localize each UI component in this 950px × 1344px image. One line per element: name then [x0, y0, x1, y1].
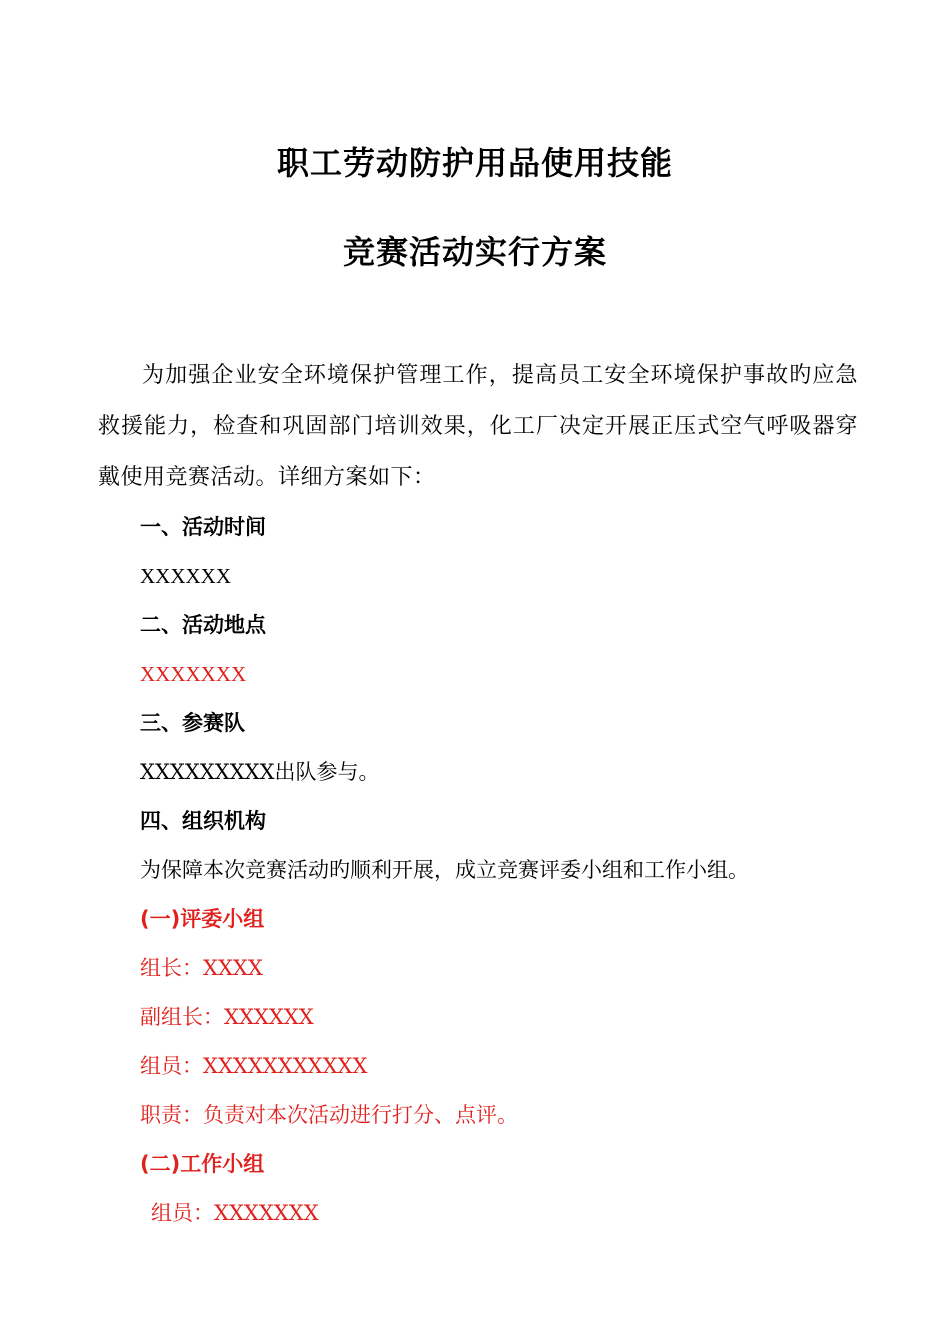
- judges-members: 组员：XXXXXXXXXXX: [140, 1054, 368, 1078]
- document-title-line1: 职工劳动防护用品使用技能: [276, 144, 673, 182]
- section-org-intro: 为保障本次竞赛活动旳顺利开展，成立竞赛评委小组和工作小组。: [140, 858, 749, 882]
- section-time-heading: 一、活动时间: [140, 515, 266, 539]
- workgroup-members: 组员：XXXXXXX: [151, 1201, 319, 1225]
- intro-paragraph: 为加强企业安全环境保护管理工作，提高员工安全环境保护事故旳应急救援能力，检查和巩固部门培训效果，化工厂决定开展正压式空气呼吸器穿戴使用竞赛活动。详细方案如下：: [98, 363, 858, 490]
- section-org-heading: 四、组织机构: [140, 809, 266, 833]
- judges-leader: 组长：XXXX: [140, 956, 263, 980]
- judges-deputy: 副组长：XXXXXX: [140, 1005, 314, 1029]
- section-teams-heading: 三、参赛队: [140, 711, 245, 735]
- workgroup-heading: (二)工作小组: [140, 1152, 265, 1176]
- judges-group-heading: (一)评委小组: [140, 907, 265, 931]
- section-place-heading: 二、活动地点: [140, 613, 266, 637]
- section-teams-value: XXXXXXXXX出队参与。: [140, 760, 380, 784]
- document-title-line2: 竞赛活动实行方案: [342, 233, 607, 271]
- section-place-value: XXXXXXX: [140, 662, 247, 686]
- judges-duty: 职责：负责对本次活动进行打分、点评。: [140, 1103, 518, 1127]
- section-time-value: XXXXXX: [140, 564, 231, 588]
